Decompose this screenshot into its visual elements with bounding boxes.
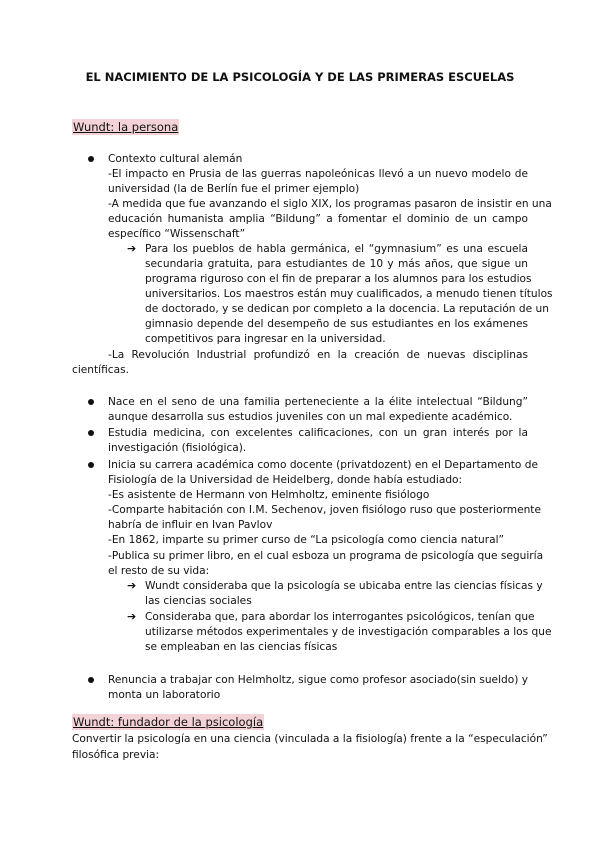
- paragraph-line: de doctorado, y se dedican por completo a la docencia. La reputación de un: [145, 303, 549, 315]
- paragraph-line: Para los pueblos de habla germánica, el “gymnasium” es una escuela: [145, 243, 528, 255]
- bullet-text: Contexto cultural alemán: [108, 153, 243, 165]
- paragraph-line: habría de influir en Ivan Pavlov: [108, 519, 273, 531]
- paragraph-line: secundaria gratuita, para estudiantes de 10 y más años, que sigue un: [145, 258, 528, 270]
- paragraph-line: Consideraba que, para abordar los interrogantes psicológicos, tenían que: [145, 611, 535, 623]
- paragraph-line: -Publica su primer libro, en el cual esboza un programa de psicología que seguiría: [108, 550, 544, 562]
- paragraph-line: -La Revolución Industrial profundizó en la creación de nuevas disciplinas: [108, 349, 528, 361]
- paragraph-line: utilizarse métodos experimentales y de investigación comparables a los que: [145, 626, 552, 638]
- paragraph-line: monta un laboratorio: [108, 689, 221, 701]
- arrow-right-icon: ➔: [127, 610, 137, 623]
- paragraph-line: -Comparte habitación con I.M. Sechenov, joven fisiólogo ruso que posteriormente: [108, 504, 541, 516]
- bullet-icon: [88, 156, 94, 162]
- paragraph-line: -Es asistente de Hermann von Helmholtz, eminente fisiólogo: [108, 489, 430, 501]
- paragraph-line: educación humanista amplia “Bildung” a fomentar el dominio de un campo: [108, 213, 528, 225]
- paragraph-line: universidad (la de Berlín fue el primer ejemplo): [108, 183, 360, 195]
- paragraph-line: gimnasio depende del desempeño de sus estudiantes en los exámenes: [145, 318, 528, 330]
- bullet-text: Nace en el seno de una familia perteneciente a la élite intelectual “Bildung”: [108, 396, 528, 408]
- bullet-text: Renuncia a trabajar con Helmholtz, sigue como profesor asociado(sin sueldo) y: [108, 674, 528, 686]
- paragraph-line: se empleaban en las ciencias físicas: [145, 641, 338, 653]
- paragraph-line: Fisiología de la Universidad de Heidelberg, donde había estudiado:: [108, 474, 463, 486]
- bullet-text: Estudia medicina, con excelentes calificaciones, con un gran interés por la: [108, 427, 528, 439]
- arrow-right-icon: ➔: [127, 242, 137, 255]
- bullet-icon: [88, 462, 94, 468]
- section-heading-wundt-fundador: Wundt: fundador de la psicología: [73, 715, 264, 729]
- paragraph-line: -A medida que fue avanzando el siglo XIX, los programas pasaron de insistir en una: [108, 198, 552, 210]
- section-heading-wundt-la-persona: Wundt: la persona: [73, 120, 179, 134]
- arrow-right-icon: ➔: [127, 579, 137, 592]
- paragraph-line: el resto de su vida:: [108, 565, 210, 577]
- paragraph-line: programa riguroso con el fin de preparar a los alumnos para los estudios: [145, 273, 532, 285]
- paragraph-line: filosófica previa:: [72, 749, 160, 761]
- bullet-icon: [88, 430, 94, 436]
- paragraph-line: Wundt consideraba que la psicología se ubicaba entre las ciencias físicas y: [145, 580, 543, 592]
- paragraph-line: -El impacto en Prusia de las guerras napoleónicas llevó a un nuevo modelo de: [108, 168, 528, 180]
- paragraph-line: las ciencias sociales: [145, 595, 252, 607]
- bullet-text: Inicia su carrera académica como docente (privatdozent) en el Departamento de: [108, 459, 538, 471]
- paragraph-line: Convertir la psicología en una ciencia (vinculada a la fisiología) frente a la “especulación”: [72, 733, 548, 745]
- bullet-icon: [88, 677, 94, 683]
- paragraph-line: -En 1862, imparte su primer curso de “La psicología como ciencia natural”: [108, 534, 505, 546]
- paragraph-line: específico “Wissenschaft”: [108, 228, 246, 240]
- paragraph-line: científicas.: [72, 364, 129, 376]
- paragraph-line: competitivos para ingresar en la universidad.: [145, 333, 386, 345]
- bullet-icon: [88, 399, 94, 405]
- paragraph-line: universitarios. Los maestros están muy cualificados, a menudo tienen títulos: [145, 288, 553, 300]
- document-title: EL NACIMIENTO DE LA PSICOLOGÍA Y DE LAS PRIMERAS ESCUELAS: [85, 70, 515, 84]
- paragraph-line: investigación (fisiológica).: [108, 442, 247, 454]
- paragraph-line: aunque desarrolla sus estudios juveniles con un mal expediente académico.: [108, 411, 513, 423]
